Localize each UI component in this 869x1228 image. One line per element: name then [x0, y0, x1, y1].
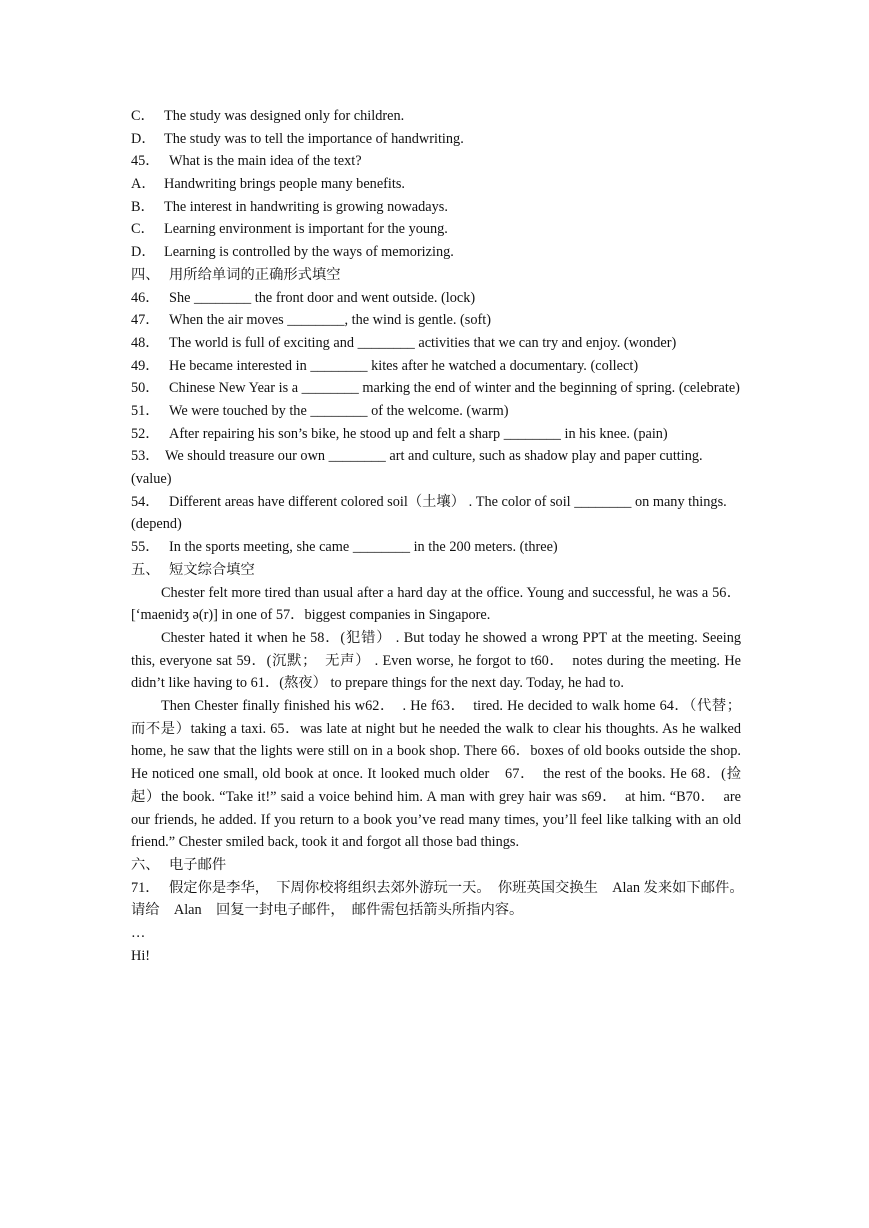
section-4-heading [131, 264, 741, 287]
question-51 [131, 400, 741, 423]
question-text: He became interested in ________ kites after he watched a documentary. (collect) [169, 357, 639, 374]
question-number: 52． [131, 425, 160, 442]
section-5-heading [131, 559, 741, 582]
option-letter: C． [131, 108, 155, 124]
question-number: 49． [131, 357, 160, 374]
passage-paragraph-2: Chester hated it when he 58．(犯错） . But today he showed a wrong PPT at the meeting. Seeing this, everyone sat 59．(沉默； 无声） . Even worse, he forgot to t60． notes during the meeting. He didn’t like having to 61．(熬夜） to prepare things for the next day. Today, he had to. [131, 629, 741, 692]
section-6-heading [131, 854, 741, 877]
option-letter: A． [131, 176, 156, 193]
option-letter: D． [131, 130, 156, 147]
section-title: 用所给单词的正确形式填空 [169, 266, 341, 283]
question-55 [131, 536, 741, 559]
question-text: Different areas have different colored soil（土壤） . The color of soil ________ on many things. (depend) [131, 493, 727, 533]
option-a-45 [131, 173, 741, 196]
question-text: She ________ the front door and went outside. (lock) [169, 289, 476, 306]
question-number: 53． [131, 448, 160, 465]
option-text: Learning is controlled by the ways of memorizing. [164, 244, 454, 261]
question-text: The world is full of exciting and ________ activities that we can try and enjoy. (wonder) [169, 334, 677, 351]
question-71 [131, 877, 751, 922]
ellipsis: … [131, 925, 146, 942]
question-text: When the air moves ________, the wind is gentle. (soft) [169, 312, 492, 329]
question-text: After repairing his son’s bike, he stood up and felt a sharp ________ in his knee. (pain) [169, 425, 668, 442]
option-letter: C． [131, 221, 155, 238]
question-47 [131, 309, 741, 332]
option-c-45 [131, 218, 741, 241]
section-number: 六、 [131, 856, 160, 873]
option-b-45 [131, 196, 741, 219]
section-title: 短文综合填空 [169, 561, 255, 578]
section-title: 电子邮件 [169, 856, 227, 873]
question-number: 46． [131, 289, 160, 306]
question-46 [131, 287, 741, 310]
question-number: 71． [131, 879, 160, 896]
question-number: 48． [131, 334, 160, 351]
question-text: In the sports meeting, she came ________ in the 200 meters. (three) [169, 539, 558, 556]
option-text: The interest in handwriting is growing nowadays. [164, 198, 448, 215]
question-52 [131, 423, 741, 446]
section-number: 四、 [131, 266, 160, 283]
question-45 [131, 150, 741, 173]
question-53 [131, 445, 741, 490]
question-text: We should treasure our own ________ art and culture, such as shadow play and paper cutting. (value) [131, 448, 703, 488]
question-number: 54． [131, 493, 160, 510]
question-number: 50． [131, 380, 160, 397]
question-text: Chinese New Year is a ________ marking the end of winter and the beginning of spring. (celebrate) [169, 380, 740, 397]
question-49 [131, 355, 741, 378]
question-50 [131, 377, 741, 400]
section-number: 五、 [131, 561, 160, 578]
question-number: 51． [131, 402, 160, 419]
option-text: Handwriting brings people many benefits. [164, 176, 406, 193]
option-d-44 [131, 128, 741, 151]
question-text: 假定你是李华， 下周你校将组织去郊外游玩一天。 你班英国交换生 Alan 发来如下邮件。 请给 Alan 回复一封电子邮件， 邮件需包括箭头所指内容。 [131, 879, 751, 919]
passage-paragraph-3: Then Chester finally finished his w62． . He f63． tired. He decided to walk home 64．（代替；而不是）taking a taxi. 65．was late at night but he needed the walk to clear his thoughts. As he walked home, he saw that the lights were still on in a book shop. There 66．boxes of old books outside the shop. He noticed one small, old book at once. It looked much older 67． the rest of the books. He 68．(捡起）the book. “Take it!” said a voice behind him. A man with grey hair was s69． at him. “B70． are our friends, he added. If you return to a book you’ve read many times, you’ll feel like talking with an old friend.” Chester smiled back, took it and forgot all those bad things. [131, 698, 741, 851]
option-d-45 [131, 241, 741, 264]
question-text: What is the main idea of the text? [169, 153, 362, 170]
question-number: 47． [131, 312, 160, 329]
passage-paragraph-1: Chester felt more tired than usual after a hard day at the office. Young and successful, he was a 56．[‘maenidʒ ə(r)] in one of 57．biggest companies in Singapore. [131, 584, 741, 624]
option-letter: B． [131, 198, 155, 215]
option-text: The study was to tell the importance of handwriting. [164, 130, 464, 147]
document-page [131, 105, 751, 967]
option-text: Learning environment is important for the young. [164, 221, 448, 238]
question-text: We were touched by the ________ of the welcome. (warm) [169, 402, 509, 419]
question-54 [131, 491, 741, 536]
option-letter: D． [131, 244, 156, 261]
question-number: 55． [131, 539, 160, 556]
question-48 [131, 332, 741, 355]
question-number: 45． [131, 153, 160, 170]
option-text: The study was designed only for children. [164, 108, 405, 124]
email-greeting: Hi! [131, 947, 151, 964]
option-c-44 [131, 105, 741, 128]
